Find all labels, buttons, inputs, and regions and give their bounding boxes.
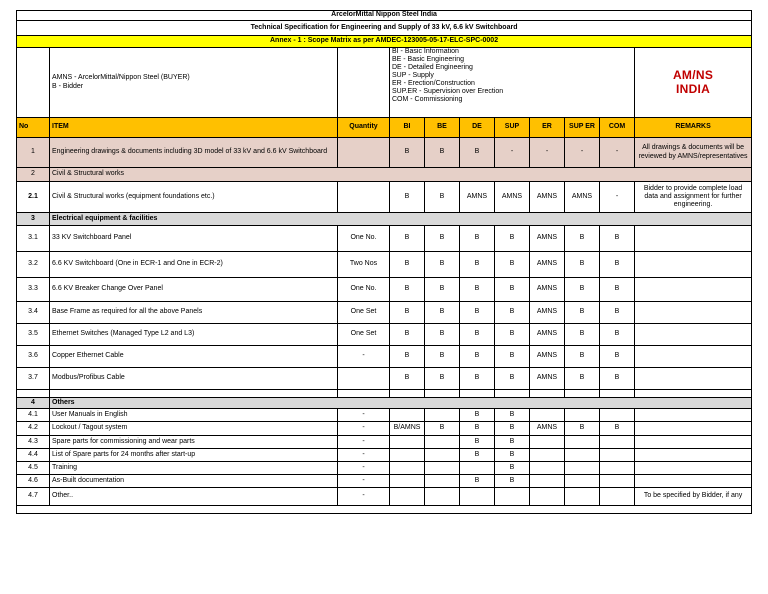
header-sup: SUP [495, 118, 530, 138]
header-quantity: Quantity [338, 118, 390, 138]
table-row: 4.5 Training - B [17, 462, 752, 475]
logo-line-1: AM/NS [672, 67, 714, 82]
section-row: 3 Electrical equipment & facilities [17, 213, 752, 226]
table-row: 4.6 As-Built documentation - B B [17, 475, 752, 488]
table-row: 3.2 6.6 KV Switchboard (One in ECR-1 and One in ECR-2) Two Nos B B B B AMNS B B [17, 252, 752, 278]
abbreviation-legend: BI - Basic Information BE - Basic Engineering DE - Detailed Engineering SUP - Supply ER - Erection/Construction SUP.ER - Supervision over Erection COM - Commissioning [390, 48, 635, 118]
logo-line-2: INDIA [675, 81, 711, 96]
legend-row [17, 48, 752, 118]
table-row: 4.3 Spare parts for commissioning and wear parts - B B [17, 436, 752, 449]
column-header-row [17, 118, 752, 138]
header-de: DE [460, 118, 495, 138]
section-row: 4 Others [17, 398, 752, 409]
header-be: BE [425, 118, 460, 138]
title-row [17, 21, 752, 36]
header-er: ER [530, 118, 565, 138]
annex-row [17, 36, 752, 48]
table-row: 4.2 Lockout / Tagout system - B/AMNS B B B AMNS B B [17, 422, 752, 436]
table-row: 1 Engineering drawings & documents including 3D model of 33 kV and 6.6 kV Switchboard B B B - - - - All drawings & documents will be reviewed by AMNS/representatives [17, 138, 752, 168]
table-row: 4.7 Other.. - To be specified by Bidder, if any [17, 488, 752, 506]
company-row [17, 11, 752, 21]
table-row: 3.3 6.6 KV Breaker Change Over Panel One No. B B B B AMNS B B [17, 278, 752, 302]
header-bi: BI [390, 118, 425, 138]
table-row: 3.1 33 KV Switchboard Panel One No. B B B B AMNS B B [17, 226, 752, 252]
table-row: 4.4 List of Spare parts for 24 months after start-up - B B [17, 449, 752, 462]
header-com: COM [600, 118, 635, 138]
table-row: 3.7 Modbus/Profibus Cable B B B B AMNS B B [17, 368, 752, 390]
section-row: 2 Civil & Structural works [17, 168, 752, 182]
document-title: Technical Specification for Engineering and Supply of 33 kV, 6.6 kV Switchboard [17, 21, 752, 36]
table-row: 3.5 Ethernet Switches (Managed Type L2 and L3) One Set B B B B AMNS B B [17, 324, 752, 346]
header-sup-er: SUP ER [565, 118, 600, 138]
table-row: 3.4 Base Frame as required for all the above Panels One Set B B B B AMNS B B [17, 302, 752, 324]
table-row: 4.1 User Manuals in English - B B [17, 409, 752, 422]
party-legend: AMNS - ArcelorMittal/Nippon Steel (BUYER) B - Bidder [50, 48, 338, 118]
annex-title: Annex - 1 : Scope Matrix as per AMDEC-123005-05-17-ELC-SPC-0002 [17, 36, 752, 48]
company-name: ArcelorMittal Nippon Steel India [17, 11, 752, 21]
spacer-row [17, 390, 752, 398]
table-row: 2.1 Civil & Structural works (equipment foundations etc.) B B AMNS AMNS AMNS AMNS - Bidder to provide complete load data and assignment for further engineering. [17, 182, 752, 213]
scope-matrix-table [16, 10, 752, 514]
amns-india-logo [635, 48, 752, 118]
scope-matrix-sheet [16, 10, 752, 514]
spacer-row [17, 506, 752, 514]
table-row: 3.6 Copper Ethernet Cable - B B B B AMNS B B [17, 346, 752, 368]
header-remarks: REMARKS [635, 118, 752, 138]
header-no: No [17, 118, 50, 138]
header-item: ITEM [50, 118, 338, 138]
